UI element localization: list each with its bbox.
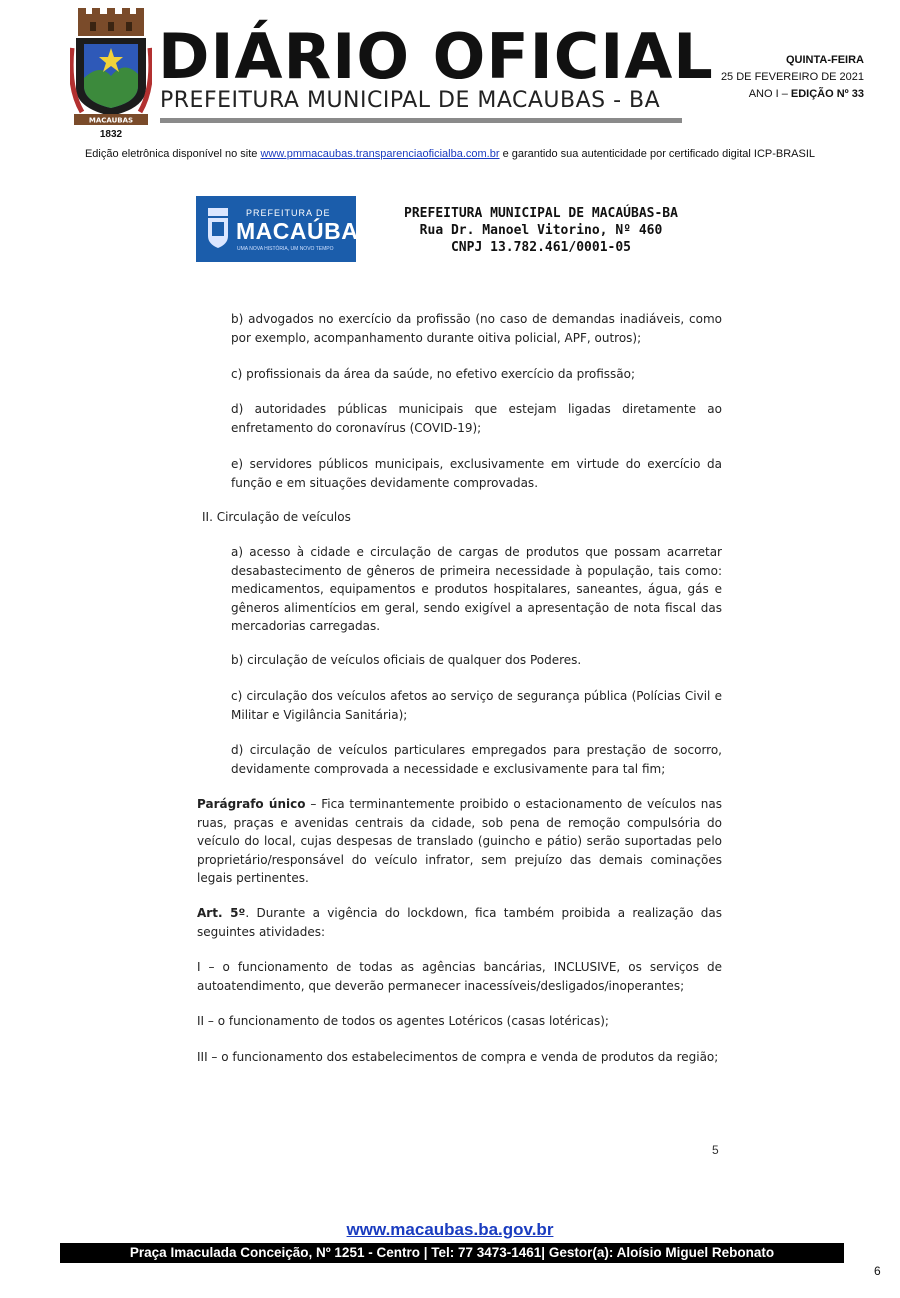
edition-date-block [721, 52, 864, 103]
paragrafo-unico-label: Parágrafo único [197, 797, 306, 811]
prefeitura-emblem-icon [206, 208, 230, 248]
notice-text-before: Edição eletrônica disponível no site [84, 148, 261, 160]
footer-website-link[interactable]: www.macaubas.ba.gov.br [346, 1220, 554, 1239]
weekday: QUINTA-FEIRA [785, 54, 864, 66]
logo-tagline: UMA NOVA HISTÓRIA, UM NOVO TEMPO [237, 246, 334, 252]
letterhead-line-1: PREFEITURA MUNICIPAL DE MACAÚBAS-BA [404, 206, 678, 221]
section-ii-heading: II. Circulação de veículos [202, 510, 351, 524]
logo-caption-small: PREFEITURA DE [246, 208, 331, 218]
publication-date: 25 DE FEVEREIRO DE 2021 [720, 71, 864, 83]
title-underline [160, 118, 682, 123]
vehicle-item-b: b) circulação de veículos oficiais de qualquer dos Poderes. [231, 653, 582, 667]
article-5-label: Art. 5º [197, 906, 246, 920]
vehicle-item-d: d) circulação de veículos particulares empregados para prestação de socorro, devidamente comprovada a necessidade e exclusivamente para tal fim; [231, 743, 722, 776]
vehicle-item-c: c) circulação dos veículos afetos ao serviço de segurança pública (Polícias Civil e Militar e Vigilância Sanitária); [231, 689, 722, 722]
item-b-paragraph: b) advogados no exercício da profissão (no caso de demandas inadiáveis, como por exemplo, acompanhamento durante oitiva policial, APF, outros); [231, 312, 722, 345]
gazette-subtitle: PREFEITURA MUNICIPAL DE MACAUBAS - BA [160, 88, 661, 113]
crest-year: 1832 [99, 129, 123, 140]
edition-number: EDIÇÃO Nº 33 [790, 88, 864, 100]
article-5 [197, 904, 722, 941]
inciso-iii: III – o funcionamento dos estabelecimentos de compra e venda de produtos da região; [197, 1050, 719, 1064]
transparency-site-link[interactable]: www.pmmacaubas.transparenciaoficialba.com.br [260, 148, 500, 160]
letterhead-line-2: Rua Dr. Manoel Vitorino, Nº 460 [419, 223, 663, 238]
vehicle-item-a: a) acesso à cidade e circulação de cargas de produtos que possam acarretar desabastecimento de gêneros de primeira necessidade à população, tais como: medicamentos, equipamentos e produtos hospitalares, saneantes, água, gás e gêneros alimentícios em geral, sendo exigível a apresentação de nota fiscal das mercadorias carregadas. [231, 545, 722, 633]
letterhead-address [366, 205, 716, 256]
gazette-title: DIÁRIO OFICIAL [158, 20, 714, 93]
item-d-paragraph: d) autoridades públicas municipais que estejam ligadas diretamente ao enfretamento do coronavírus (COVID-19); [231, 402, 722, 435]
inner-page-number: 5 [712, 1143, 719, 1157]
crest-banner-text: MACAUBAS [88, 116, 134, 125]
article-5-text: . Durante a vigência do lockdown, fica também proibida a realização das seguintes atividades: [197, 906, 722, 939]
electronic-edition-notice [0, 148, 900, 160]
sheet-page-number: 6 [874, 1264, 881, 1278]
paragrafo-unico-text: – Fica terminantemente proibido o estacionamento de veículos nas ruas, praças e avenidas centrais da cidade, sob pena de remoção compulsória do veículo do local, cujas despesas de translado (guincho e pátio) serão suportadas pelo proprietário/responsável do veículo infrator, sem prejuízo das demais cominações legais pertinentes. [197, 797, 723, 885]
year-label: ANO I – [748, 88, 788, 100]
letterhead-line-3: CNPJ 13.782.461/0001-05 [450, 240, 631, 255]
inciso-i: I – o funcionamento de todas as agências bancárias, INCLUSIVE, os serviços de autoatendimento, que deverão permanecer inacessíveis/desligados/inoperantes; [197, 960, 722, 993]
footer-address-bar: Praça Imaculada Conceição, Nº 1251 - Centro | Tel: 77 3473-1461| Gestor(a): Aloísio Miguel Rebonato [60, 1243, 844, 1263]
item-c-paragraph: c) profissionais da área da saúde, no efetivo exercício da profissão; [231, 367, 636, 381]
edition-line [721, 86, 864, 103]
paragrafo-unico [197, 795, 722, 888]
logo-caption-big: MACAÚBAS [236, 218, 375, 244]
notice-text-after: e garantido sua autenticidade por certificado digital ICP-BRASIL [499, 148, 816, 160]
prefeitura-logo [196, 196, 375, 262]
inciso-ii: II – o funcionamento de todos os agentes Lotéricos (casas lotéricas); [197, 1014, 609, 1028]
municipal-crest-icon [70, 8, 152, 140]
item-e-paragraph: e) servidores públicos municipais, exclusivamente em virtude do exercício da função e em situações devidamente comprovadas. [231, 457, 722, 490]
